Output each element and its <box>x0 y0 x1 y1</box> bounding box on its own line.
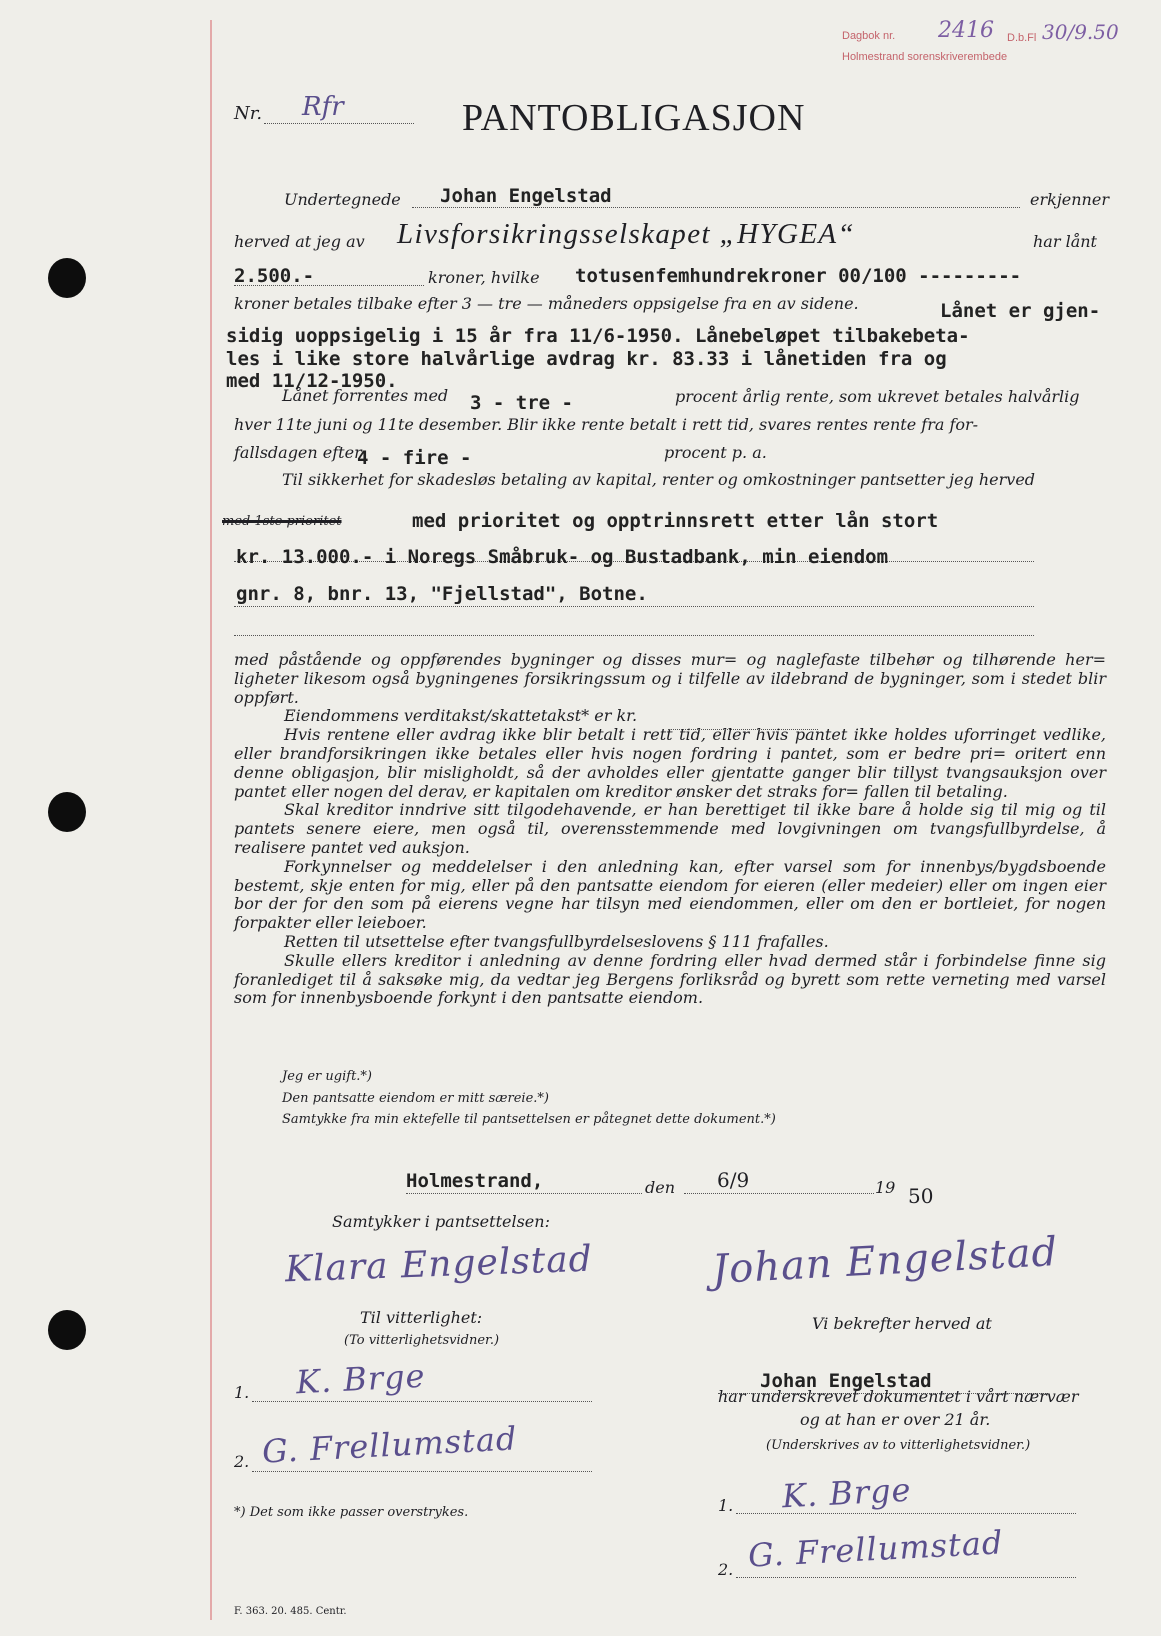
stamp-number: 2416 <box>938 18 994 43</box>
witness1-number: 1. <box>234 1383 250 1402</box>
paragraph-valuation: Eiendommens verditakst/skattetakst* er kr. <box>284 706 638 726</box>
security-text: Til sikkerhet for skadesløs betaling av kapital, renter og omkostninger pantsetter jeg herved <box>282 470 1036 489</box>
witness-subheading: (To vitterlighetsvidner.) <box>344 1333 500 1348</box>
option-unmarried: Jeg er ugift.*) <box>282 1069 372 1084</box>
stamp-office: Holmestrand sorenskriverembede <box>842 51 1008 63</box>
property-line-1: med prioritet og opptrinnsrett etter lån stort <box>412 510 939 532</box>
signing-place: Holmestrand, <box>406 1170 544 1192</box>
footnote: *) Det som ikke passer overstrykes. <box>234 1505 469 1520</box>
certified-name: Johan Engelstad <box>760 1370 932 1392</box>
paragraph-postponement: Retten til utsettelse efter tvangsfullbyrdelseslovens § 111 frafalles. <box>284 931 829 951</box>
paragraph-notices: Forkynnelser og meddelelser i den anledning kan, efter varsel som for innenbys/bygdsboende bestemt, skje enten for mig, eller på den pantsatte eiendom for eieren (eller medeier) eller om ingen eier bor der for den som på eierens vegne har tilsyn med eiendommen, eller om den er bortleiet, for nogen forpakter eller leieboer. <box>234 856 1106 933</box>
herved-label: herved at jeg av <box>234 232 365 251</box>
fallsdagen-label: fallsdagen efter <box>234 443 362 462</box>
certification-line-3: (Underskrives av to vitterlighetsvidner.) <box>766 1438 1031 1453</box>
typed-terms-2: sidig uoppsigelig i 15 år fra 11/6-1950. Lånebeløpet tilbakebeta- <box>226 325 970 347</box>
nr-label: Nr. <box>234 103 263 124</box>
late-rate: 4 - fire - <box>357 447 472 469</box>
procent-label: procent årlig rente, som ukrevet betales halvårlig <box>675 387 1080 406</box>
certification-heading: Vi bekrefter herved at <box>812 1314 992 1333</box>
signing-day: 6/9 <box>717 1168 750 1192</box>
legal-text <box>234 651 1106 1008</box>
certification-line-1: har underskrevet dokumentet i vårt nærvær <box>718 1387 1079 1406</box>
paragraph-default: Hvis rentene eller avdrag ikke blir betalt i rett tid, eller hvis pantet ikke holdes uforringet vedlike, eller brandforsikringen ikke betales eller hvis nogen fordring i pantet, som er bedre pri= oritert enn denne obligasjon, blir misligholdt, så der avholdes eller gjentatte ganger blir tillyst tvangsauksjon over pantet eller nogen del derav, er kapitalen om kreditor ønsker det straks for= fallen til betaling. <box>234 725 1106 801</box>
cert-witness2-signature: G. Frellumstad <box>747 1523 1005 1575</box>
paragraph-venue: Skulle ellers kreditor i anledning av denne fordring eller hvad dermed står i forbindelse finne sig foranlediget til å saksøke mig, da vedtar jeg Bergens forliksråd og byrett som rette verneting med varsel som for innenbysboende forkynt i den pantsatte eiendom. <box>234 950 1106 1008</box>
witness2-signature: G. Frellumstad <box>261 1419 519 1471</box>
har-lant-label: har lånt <box>1033 232 1097 251</box>
stamp-date: 30/9.50 <box>1042 20 1119 44</box>
debtor-signature: Johan Engelstad <box>711 1228 1060 1294</box>
cert-witness1-signature: K. Brge <box>781 1470 913 1516</box>
property-dots-3 <box>234 634 1034 636</box>
procent-pa-label: procent p. a. <box>664 443 767 462</box>
punch-hole-middle <box>48 792 86 832</box>
den-label: den <box>645 1178 676 1197</box>
valuation-line <box>668 728 818 730</box>
debtor-name: Johan Engelstad <box>440 185 612 207</box>
punch-hole-bottom <box>48 1310 86 1350</box>
cert-witness2-line <box>736 1576 1076 1578</box>
witness2-number: 2. <box>234 1452 250 1471</box>
loan-amount: 2.500.- <box>234 265 315 287</box>
interest-dates: hver 11te juni og 11te desember. Blir ikke rente betalt i rett tid, svares rentes rente fra for- <box>234 415 979 434</box>
option-separate-property: Den pantsatte eiendom er mitt særeie.*) <box>282 1091 549 1106</box>
struck-priority: med 1ste prioritet <box>222 514 342 529</box>
margin-rule <box>210 20 212 1620</box>
property-dots-2 <box>234 605 1034 607</box>
paragraph-enforcement: Skal kreditor inndrive sitt tilgodehavende, er han berettiget til ikke bare å holde sig til mig og til pantets senere eiere, men også til, overensstemmende med lovgivningen om tvangsfullbyrdelse, å realisere pantet ved auksjon. <box>234 800 1106 857</box>
registry-stamp <box>842 18 1119 66</box>
day-line <box>684 1192 874 1194</box>
witness-heading: Til vitterlighet: <box>360 1308 483 1327</box>
page-title: PANTOBLIGASJON <box>462 97 806 139</box>
stamp-dagbok-label: Dagbok nr. <box>842 30 896 42</box>
property-line-3: gnr. 8, bnr. 13, "Fjellstad", Botne. <box>236 583 648 605</box>
typed-terms-4: med 11/12-1950. <box>226 370 398 392</box>
option-spouse-consent: Samtykke fra min ektefelle til pantsettelsen er påtegnet dette dokument.*) <box>282 1112 776 1127</box>
year-suffix: 50 <box>908 1184 934 1208</box>
erkjenner-label: erkjenner <box>1030 190 1109 209</box>
lender-name: Livsforsikringsselskapet „HYGEA“ <box>397 218 856 250</box>
interest-rate: 3 - tre - <box>470 392 573 414</box>
spouse-signature: Klara Engelstad <box>284 1238 594 1291</box>
certification-line-2: og at han er over 21 år. <box>800 1410 991 1429</box>
form-code: F. 363. 20. 485. Centr. <box>234 1606 347 1617</box>
nr-handwritten: Rfr <box>302 92 344 122</box>
repayment-terms: kroner betales tilbake efter 3 — tre — måneders oppsigelse fra en av sidene. <box>234 294 859 313</box>
place-line <box>406 1192 642 1194</box>
witness1-signature: K. Brge <box>295 1356 427 1402</box>
typed-terms-1: Lånet er gjen- <box>940 300 1101 322</box>
stamp-dbf: D.b.Fl <box>1007 32 1037 44</box>
year-prefix: 19 <box>875 1178 896 1197</box>
amount-in-words: totusenfemhundrekroner 00/100 --------- <box>575 265 1022 287</box>
cert-witness1-number: 1. <box>718 1496 734 1515</box>
consent-label: Samtykker i pantsettelsen: <box>332 1212 550 1231</box>
witness2-line <box>252 1470 592 1472</box>
forrentes-label: Lånet forrentes med <box>282 386 449 405</box>
typed-terms-3: les i like store halvårlige avdrag kr. 83.33 i lånetiden fra og <box>226 348 947 370</box>
punch-hole-top <box>48 258 86 298</box>
undertegnede-label: Undertegnede <box>284 190 401 209</box>
kroner-hvilke-label: kroner, hvilke <box>428 268 540 287</box>
cert-witness2-number: 2. <box>718 1560 734 1579</box>
paragraph-appurtenances: med påstående og oppførendes bygninger og disses mur= og naglefaste tilbehør og tilhørende her= ligheter likesom også bygningenes forsikringssum og i tilfelle av ildebrand de bygninger, som i stedet blir oppført. <box>234 650 1106 707</box>
nr-line <box>264 122 414 124</box>
property-line-2: kr. 13.000.- i Noregs Småbruk- og Bustadbank, min eiendom <box>236 546 889 568</box>
